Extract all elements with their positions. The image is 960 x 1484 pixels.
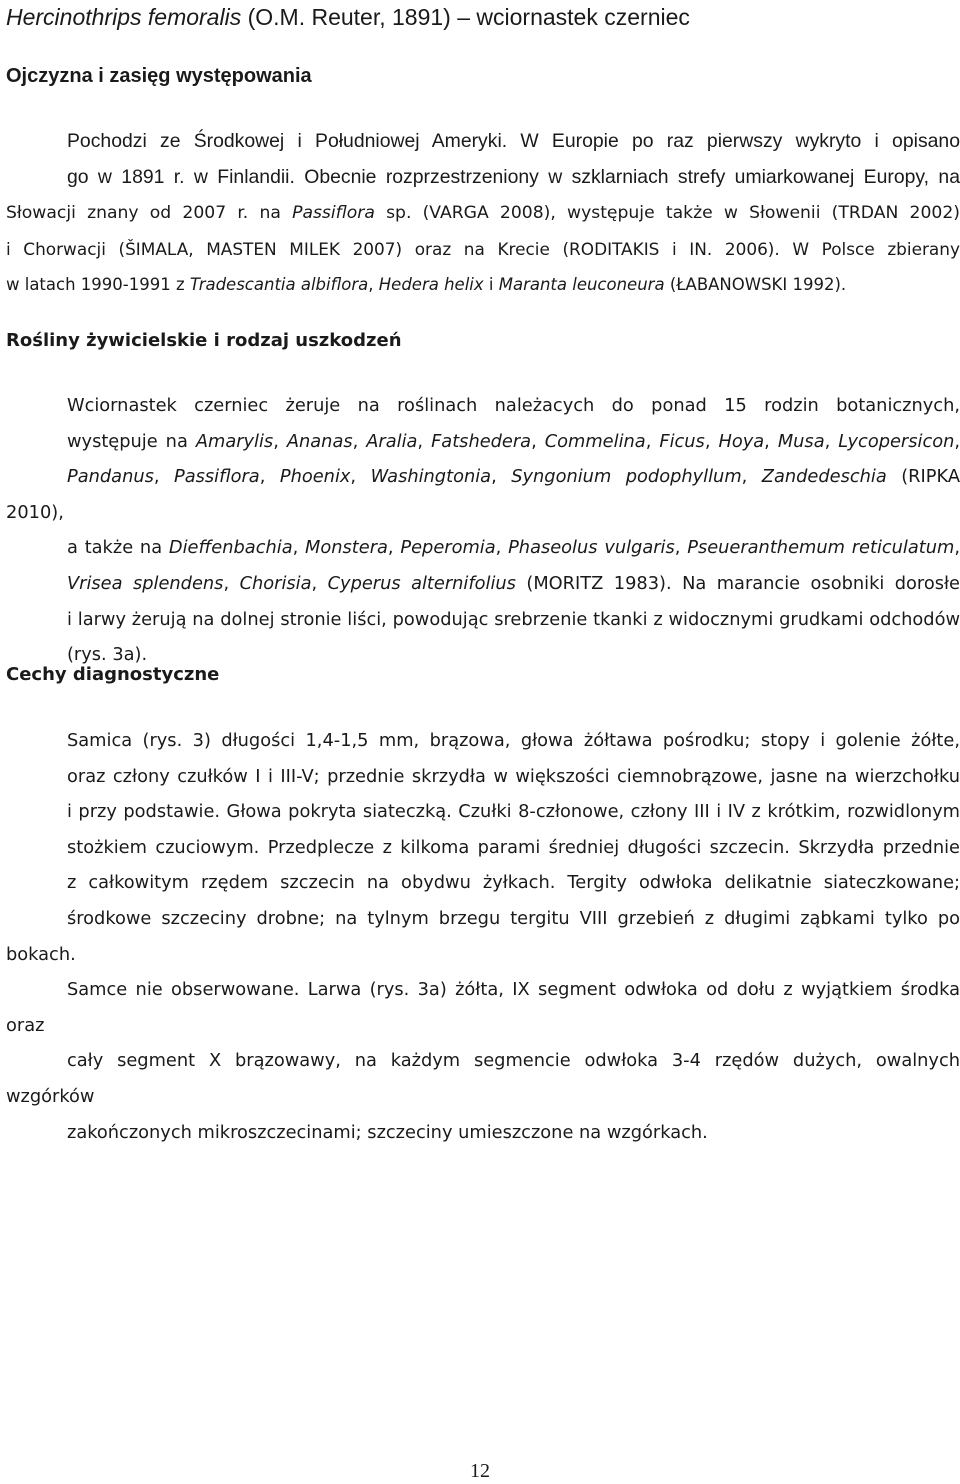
origin-line-5 [6,267,960,303]
taxon-name: Commelina [544,430,646,452]
taxon-name: Lycopersicon [838,430,955,452]
text-run: , [764,430,778,452]
taxon-name: Dieffenbachia [168,537,293,559]
hosts-line-2 [6,424,960,460]
title-rest: (O.M. Reuter, 1891) – wciornastek czerniec [241,4,690,30]
diagnostics-line-5: z całkowitym rzędem szczecin na obydwu żyłkach. Tergity odwłoka delikatnie siateczkowane; [67,872,960,894]
diagnostics-line-4: stożkiem czuciowym. Przedplecze z kilkoma parami średniej długości szczecin. Skrzydła przednie [67,836,960,858]
taxon-name: Aralia [366,430,418,452]
diagnostics-line-8: cały segment X brązowawy, na każdym segmencie odwłoka 3-4 rzędów dużych, owalnych wzgórków [6,1050,960,1107]
hosts-line-7: (rys. 3a). [67,644,148,666]
text-run: , [491,466,512,488]
taxon-name: Passiflora [292,203,375,223]
text-run: (MORITZ 1983). Na marancie osobniki dorosłe [515,572,960,594]
text-run: , [273,430,287,452]
text-run: , [954,430,960,452]
hosts-line-3 [6,459,960,530]
heading-origin: Ojczyzna i zasięg występowania [6,65,312,87]
hosts-line-1: Wciornastek czerniec żeruje na roślinach należacych do ponad 15 rodzin botanicznych, [67,395,960,416]
taxon-name: Tradescantia albiflora [189,275,369,294]
text-run: , [311,572,328,594]
hosts-paragraph [6,388,960,673]
taxon-name: Vrisea splendens [67,572,224,594]
text-run: , [292,537,306,559]
diagnostics-line-6: środkowe szczeciny drobne; na tylnym brzegu tergitu VIII grzebień z długimi ząbkami tylko po bokach. [6,907,960,965]
text-run: Słowacji znany od 2007 r. na [6,203,293,223]
diagnostics-line-9: zakończonych mikroszczecinami; szczeciny umieszczone na wzgórkach. [67,1121,708,1143]
text-run: występuje na [67,430,196,452]
taxon-name: Phaseolus vulgaris [508,537,675,559]
text-run: , [704,430,719,452]
diagnostics-line-1: Samica (rys. 3) długości 1,4-1,5 mm, brązowa, głowa żółtawa pośrodku; stopy i golenie żółte, [67,730,960,751]
taxon-name: Chorisia [239,572,312,594]
hosts-line-5 [6,566,960,602]
text-run: , [153,466,175,488]
text-run: , [259,466,280,488]
diagnostics-line-7: Samce nie obserwowane. Larwa (rys. 3a) żółta, IX segment odwłoka od dołu z wyjątkiem środka oraz [6,979,960,1036]
diagnostics-line-2: oraz człony czułków I i III-V; przednie skrzydła w większości ciemnobrązowe, jasne na wierzchołku [67,765,960,787]
text-run: , [387,537,401,559]
text-run: sp. (VARGA 2008), występuje także w Słowenii (TRDAN 2002) [374,203,960,223]
taxon-name: Musa [777,430,825,452]
text-run: i [483,275,499,294]
text-run: , [417,430,432,452]
taxon-name: Zandedeschia [761,466,887,488]
taxon-name: Syngonium podophyllum [511,466,742,488]
taxon-name: Ficus [659,430,705,452]
text-run: , [741,466,762,488]
taxon-name: Ananas [286,430,353,452]
taxon-name: Amarylis [195,430,274,452]
origin-paragraph-continued [6,195,960,303]
text-run: (RIPKA 2010), [6,466,960,523]
taxon-name: Passiflora [174,466,260,488]
origin-line-3 [6,195,960,231]
diagnostics-line-3: i przy podstawie. Głowa pokryta siateczką. Czułki 8-członowe, człony III i IV z krótkim, rozwidlonym [67,801,960,823]
hosts-line-6: i larwy żerują na dolnej stronie liści, powodując srebrzenie tkanki z widocznymi grudkami odchodów [67,608,960,630]
text-run: w latach 1990-1991 z [6,275,190,294]
diagnostics-paragraph [6,723,960,1150]
origin-line-4: i Chorwacji (ŠIMALA, MASTEN MILEK 2007) oraz na Krecie (RODITAKIS i IN. 2006). W Polsce zbierany [6,239,960,259]
taxon-name: Washingtonia [370,466,492,488]
taxon-name: Hedera helix [378,275,484,294]
text-run: a także na [67,537,169,559]
heading-diagnostics: Cechy diagnostyczne [6,664,220,685]
species-name: Hercinothrips femoralis [6,4,242,30]
taxon-name: Fatshedera [431,430,532,452]
text-run: , [223,572,240,594]
taxon-name: Pandanus [67,466,154,488]
taxon-name: Phoenix [279,466,351,488]
page-title [6,1,690,33]
text-run: , [350,466,371,488]
taxon-name: Cyperus alternifolius [327,572,516,594]
text-run: , [495,537,509,559]
text-run: , [954,537,960,559]
text-run: , [674,537,688,559]
origin-paragraph-arial [6,123,960,195]
taxon-name: Monstera [305,537,388,559]
text-run: , [824,430,839,452]
taxon-name: Pseueranthemum reticulatum [687,537,955,559]
taxon-name: Peperomia [400,537,496,559]
hosts-line-4 [6,530,960,566]
text-run: , [368,275,379,294]
heading-hosts: Rośliny żywicielskie i rodzaj uszkodzeń [6,330,402,351]
text-run: , [531,430,545,452]
page-number: 12 [470,1460,490,1482]
text-run: , [352,430,367,452]
origin-line-2: go w 1891 r. w Finlandii. Obecnie rozprzestrzeniony w szklarniach strefy umiarkowanej Europy, na [67,166,960,188]
taxon-name: Maranta leuconeura [498,275,665,294]
origin-line-1: Pochodzi ze Środkowej i Południowej Ameryki. W Europie po raz pierwszy wykryto i opisano [67,130,960,152]
text-run: (ŁABANOWSKI 1992). [664,275,847,294]
text-run: , [645,430,660,452]
taxon-name: Hoya [718,430,765,452]
